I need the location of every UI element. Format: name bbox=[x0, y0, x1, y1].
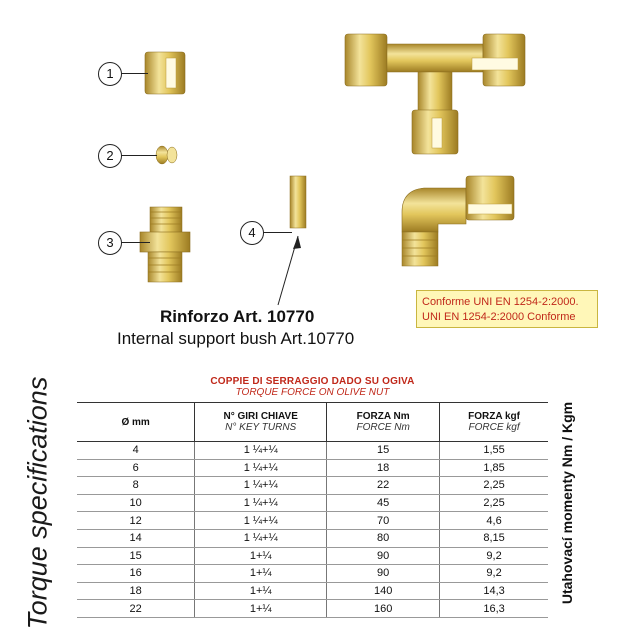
cell-diameter: 16 bbox=[77, 565, 195, 583]
cell-diameter: 4 bbox=[77, 442, 195, 460]
cell-force-nm: 80 bbox=[327, 529, 440, 547]
cell-force-nm: 90 bbox=[327, 565, 440, 583]
caption-english: TORQUE FORCE ON OLIVE NUT bbox=[235, 387, 390, 398]
elbow-fitting-drawing bbox=[402, 176, 514, 266]
cell-force-kgf: 4,6 bbox=[440, 512, 548, 530]
table-row bbox=[77, 600, 548, 618]
header-force-nm: FORZA Nm FORCE Nm bbox=[327, 403, 440, 442]
side-right-label bbox=[552, 372, 582, 634]
cell-key-turns: 1+¼ bbox=[195, 565, 327, 583]
part-number-1: 1 bbox=[98, 62, 122, 86]
cell-key-turns: 1+¼ bbox=[195, 600, 327, 618]
conformity-line-2: UNI EN 1254-2:2000 Conforme bbox=[422, 311, 576, 323]
table-row bbox=[77, 459, 548, 477]
cell-force-kgf: 2,25 bbox=[440, 477, 548, 495]
cell-force-kgf: 8,15 bbox=[440, 529, 548, 547]
conformity-note bbox=[416, 290, 598, 328]
cell-force-nm: 45 bbox=[327, 494, 440, 512]
cell-force-nm: 18 bbox=[327, 459, 440, 477]
cell-diameter: 18 bbox=[77, 582, 195, 600]
table-header-row bbox=[77, 403, 548, 442]
side-right-text: Utahovací momenty Nm / Kgm bbox=[559, 401, 575, 605]
table-row bbox=[77, 512, 548, 530]
part-1-leader bbox=[120, 73, 148, 74]
rinforzo-title: Rinforzo Art. 10770 bbox=[160, 307, 315, 326]
cell-force-kgf: 9,2 bbox=[440, 547, 548, 565]
rinforzo-subtitle: Internal support bush Art.10770 bbox=[117, 329, 355, 348]
part-2-leader bbox=[120, 155, 157, 156]
cell-force-nm: 15 bbox=[327, 442, 440, 460]
cell-diameter: 22 bbox=[77, 600, 195, 618]
cell-force-nm: 70 bbox=[327, 512, 440, 530]
table-row bbox=[77, 442, 548, 460]
table-row bbox=[77, 477, 548, 495]
table-row bbox=[77, 494, 548, 512]
side-title bbox=[18, 372, 58, 634]
tee-fitting-drawing bbox=[345, 34, 525, 154]
cell-diameter: 8 bbox=[77, 477, 195, 495]
cell-key-turns: 1 ¼+¼ bbox=[195, 494, 327, 512]
cell-force-kgf: 14,3 bbox=[440, 582, 548, 600]
table-caption bbox=[77, 372, 548, 403]
cell-key-turns: 1+¼ bbox=[195, 582, 327, 600]
header-key-turns: N° GIRI CHIAVE N° KEY TURNS bbox=[195, 403, 327, 442]
part-number-4: 4 bbox=[240, 221, 264, 245]
cell-key-turns: 1+¼ bbox=[195, 547, 327, 565]
cell-force-kgf: 16,3 bbox=[440, 600, 548, 618]
table-row bbox=[77, 547, 548, 565]
cell-force-kgf: 9,2 bbox=[440, 565, 548, 583]
cell-diameter: 14 bbox=[77, 529, 195, 547]
part-4-leader bbox=[262, 232, 292, 233]
table-row bbox=[77, 565, 548, 583]
body-part-drawing bbox=[140, 207, 190, 282]
cell-key-turns: 1 ¼+¼ bbox=[195, 529, 327, 547]
header-force-kgf: FORZA kgf FORCE kgf bbox=[440, 403, 548, 442]
cell-key-turns: 1 ¼+¼ bbox=[195, 459, 327, 477]
cell-force-kgf: 1,55 bbox=[440, 442, 548, 460]
part-number-3: 3 bbox=[98, 231, 122, 255]
cell-force-nm: 22 bbox=[327, 477, 440, 495]
cell-diameter: 12 bbox=[77, 512, 195, 530]
table-row bbox=[77, 582, 548, 600]
table-body bbox=[77, 442, 548, 618]
cell-force-kgf: 2,25 bbox=[440, 494, 548, 512]
part-3-leader bbox=[120, 242, 150, 243]
header-diameter: Ø mm bbox=[77, 403, 195, 442]
table-row bbox=[77, 529, 548, 547]
side-title-text: Torque specifications bbox=[22, 376, 53, 630]
torque-table bbox=[77, 372, 548, 618]
nut-part-drawing bbox=[145, 52, 185, 94]
cell-diameter: 15 bbox=[77, 547, 195, 565]
part-number-2: 2 bbox=[98, 144, 122, 168]
caption-italian: COPPIE DI SERRAGGIO DADO SU OGIVA bbox=[210, 376, 415, 387]
olive-part-drawing bbox=[156, 146, 177, 164]
cell-diameter: 10 bbox=[77, 494, 195, 512]
cell-key-turns: 1 ¼+¼ bbox=[195, 512, 327, 530]
support-bush-drawing bbox=[278, 176, 306, 305]
cell-key-turns: 1 ¼+¼ bbox=[195, 477, 327, 495]
table-caption-row bbox=[77, 372, 548, 403]
cell-force-kgf: 1,85 bbox=[440, 459, 548, 477]
conformity-line-1: Conforme UNI EN 1254-2:2000. bbox=[422, 296, 579, 308]
cell-force-nm: 160 bbox=[327, 600, 440, 618]
cell-diameter: 6 bbox=[77, 459, 195, 477]
cell-force-nm: 90 bbox=[327, 547, 440, 565]
cell-force-nm: 140 bbox=[327, 582, 440, 600]
cell-key-turns: 1 ¼+¼ bbox=[195, 442, 327, 460]
